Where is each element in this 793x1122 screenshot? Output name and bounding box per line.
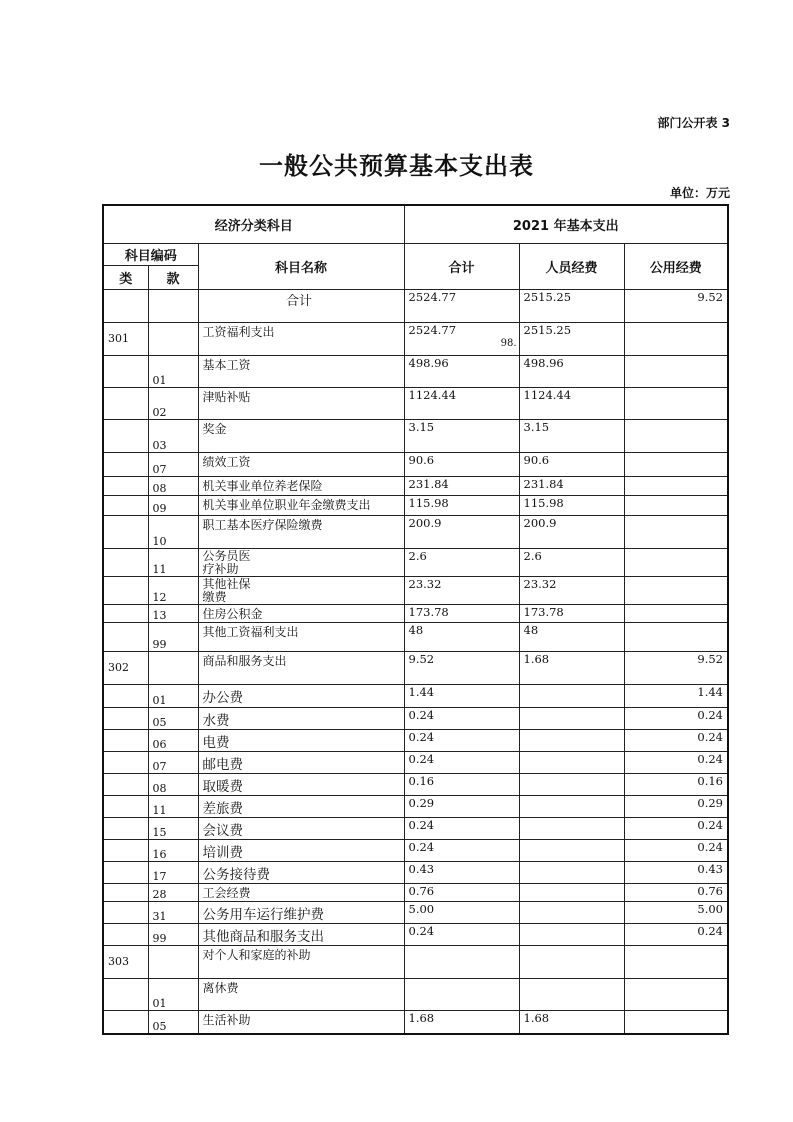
subject-name-cell [198,576,404,604]
class-code-cell [103,707,148,729]
section-code-cell: 03 [148,419,198,452]
personnel-cell: 48 [519,622,624,651]
class-code-cell [103,576,148,604]
table-row [103,289,728,322]
public-cell [624,1010,728,1034]
subject-name-cell: 会议费 [198,817,404,839]
personnel-cell: 231.84 [519,476,624,495]
subject-name-cell: 生活补助 [198,1010,404,1034]
personnel-cell [519,707,624,729]
class-code-cell [103,817,148,839]
subject-name-cell: 办公费 [198,684,404,707]
table-row [103,978,728,1010]
total-cell [404,322,519,355]
class-code-cell [103,476,148,495]
public-cell [624,576,728,604]
section-code-cell: 07 [148,452,198,476]
section-code-cell: 01 [148,355,198,387]
table-row [103,729,728,751]
subject-name-cell: 奖金 [198,419,404,452]
personnel-cell: 1124.44 [519,387,624,419]
budget-table [102,204,729,1035]
public-cell: 0.76 [624,883,728,901]
class-code-cell [103,751,148,773]
personnel-cell: 173.78 [519,604,624,622]
class-code-cell: 303 [103,945,148,978]
total-cell: 115.98 [404,495,519,515]
class-code-cell [103,495,148,515]
total-cell: 1.44 [404,684,519,707]
class-code-cell [103,604,148,622]
class-code-cell [103,729,148,751]
subject-name-cell: 机关事业单位职业年金缴费支出 [198,495,404,515]
table-row [103,883,728,901]
public-cell [624,355,728,387]
class-code-cell [103,289,148,322]
total-cell [404,978,519,1010]
personnel-cell [519,684,624,707]
class-code-cell [103,883,148,901]
table-row [103,773,728,795]
total-cell: 0.24 [404,839,519,861]
total-cell: 231.84 [404,476,519,495]
class-code-cell [103,515,148,548]
personnel-cell [519,751,624,773]
header-public: 公用经费 [624,243,728,289]
section-code-cell: 07 [148,751,198,773]
total-cell: 498.96 [404,355,519,387]
section-code-cell: 16 [148,839,198,861]
class-code-cell [103,419,148,452]
class-code-cell [103,452,148,476]
subject-name-cell: 住房公积金 [198,604,404,622]
personnel-cell [519,817,624,839]
personnel-cell: 115.98 [519,495,624,515]
section-code-cell: 12 [148,576,198,604]
class-code-cell [103,684,148,707]
class-code-cell: 302 [103,651,148,684]
section-code-cell: 05 [148,707,198,729]
table-row [103,419,728,452]
total-cell: 0.16 [404,773,519,795]
total-cell: 1124.44 [404,387,519,419]
public-cell [624,476,728,495]
table-row [103,476,728,495]
public-cell [624,945,728,978]
total-value: 2524.77 [408,322,457,337]
total-cell: 2524.77 [404,289,519,322]
subject-name-cell: 电费 [198,729,404,751]
subject-name-line: 缴费 [202,589,227,604]
subject-name-cell: 公务接待费 [198,861,404,883]
section-code-cell: 99 [148,622,198,651]
subject-name-cell: 工资福利支出 [198,322,404,355]
table-row [103,817,728,839]
total-cell: 90.6 [404,452,519,476]
total-cell: 9.52 [404,651,519,684]
public-cell: 0.24 [624,817,728,839]
public-cell: 0.43 [624,861,728,883]
public-cell: 9.52 [624,289,728,322]
subject-name-cell: 邮电费 [198,751,404,773]
public-cell [624,495,728,515]
header-personnel: 人员经费 [519,243,624,289]
public-cell [624,387,728,419]
subject-name-cell: 合计 [198,289,404,322]
subject-name-cell: 取暖费 [198,773,404,795]
table-row [103,923,728,945]
section-code-cell: 15 [148,817,198,839]
total-cell: 2.6 [404,548,519,576]
total-cell: 0.43 [404,861,519,883]
subject-name-cell: 其他工资福利支出 [198,622,404,651]
table-row [103,548,728,576]
section-code-cell: 01 [148,978,198,1010]
public-cell [624,322,728,355]
total-cell: 48 [404,622,519,651]
class-code-cell [103,622,148,651]
total-cell: 3.15 [404,419,519,452]
personnel-cell [519,945,624,978]
section-code-cell: 13 [148,604,198,622]
subject-name-cell: 培训费 [198,839,404,861]
subject-name-cell: 其他商品和服务支出 [198,923,404,945]
public-cell [624,978,728,1010]
section-code-cell [148,945,198,978]
page-title: 一般公共预算基本支出表 [259,152,534,180]
document-number: 部门公开表 3 [657,116,730,130]
class-code-cell [103,1010,148,1034]
header-class: 类 [103,265,148,289]
subject-name-cell: 绩效工资 [198,452,404,476]
personnel-cell: 90.6 [519,452,624,476]
table-row [103,707,728,729]
subject-name-line: 其他社保 [202,576,251,591]
personnel-cell: 1.68 [519,651,624,684]
total-cell: 0.24 [404,923,519,945]
table-row [103,651,728,684]
personnel-cell [519,839,624,861]
public-cell [624,622,728,651]
section-code-cell: 08 [148,476,198,495]
subject-name-cell [198,548,404,576]
personnel-cell [519,861,624,883]
class-code-cell [103,861,148,883]
section-code-cell: 08 [148,773,198,795]
subject-name-line: 公务员医 [202,548,251,563]
table-row [103,576,728,604]
personnel-cell [519,901,624,923]
table-row [103,452,728,476]
section-code-cell [148,651,198,684]
table-row [103,515,728,548]
table-row [103,322,728,355]
header-subject-name: 科目名称 [198,243,404,289]
total-cell: 0.29 [404,795,519,817]
section-code-cell [148,322,198,355]
personnel-cell [519,883,624,901]
total-cell: 23.32 [404,576,519,604]
class-code-cell [103,773,148,795]
personnel-cell [519,729,624,751]
public-cell [624,419,728,452]
total-cell: 0.24 [404,751,519,773]
header-econ-category: 经济分类科目 [103,205,404,243]
class-code-cell [103,548,148,576]
public-cell: 0.24 [624,707,728,729]
table-row [103,495,728,515]
public-cell [624,548,728,576]
total-note: 98. [500,337,517,349]
public-cell: 5.00 [624,901,728,923]
personnel-cell: 498.96 [519,355,624,387]
public-cell: 0.29 [624,795,728,817]
header-total: 合计 [404,243,519,289]
table-row [103,795,728,817]
total-cell: 0.76 [404,883,519,901]
header-subject-code: 科目编码 [103,243,198,265]
public-cell: 9.52 [624,651,728,684]
section-code-cell: 02 [148,387,198,419]
total-cell: 1.68 [404,1010,519,1034]
subject-name-cell: 离休费 [198,978,404,1010]
class-code-cell [103,901,148,923]
header-year-expense: 2021 年基本支出 [404,205,728,243]
section-code-cell: 10 [148,515,198,548]
personnel-cell: 3.15 [519,419,624,452]
public-cell [624,452,728,476]
subject-name-cell: 公务用车运行维护费 [198,901,404,923]
personnel-cell [519,923,624,945]
personnel-cell [519,795,624,817]
section-code-cell: 99 [148,923,198,945]
subject-name-cell: 工会经费 [198,883,404,901]
subject-name-cell: 差旅费 [198,795,404,817]
table-row [103,945,728,978]
subject-name-cell: 津贴补贴 [198,387,404,419]
section-code-cell: 11 [148,548,198,576]
table-row [103,1010,728,1034]
total-cell: 0.24 [404,817,519,839]
total-cell [404,945,519,978]
class-code-cell [103,795,148,817]
section-code-cell: 01 [148,684,198,707]
table-row [103,684,728,707]
section-code-cell [148,289,198,322]
table-row [103,604,728,622]
personnel-cell: 200.9 [519,515,624,548]
public-cell [624,604,728,622]
subject-name-cell: 职工基本医疗保险缴费 [198,515,404,548]
table-header [103,205,728,289]
subject-name-cell: 机关事业单位养老保险 [198,476,404,495]
public-cell [624,515,728,548]
personnel-cell: 2515.25 [519,322,624,355]
class-code-cell [103,355,148,387]
class-code-cell [103,923,148,945]
public-cell: 0.24 [624,751,728,773]
total-cell: 200.9 [404,515,519,548]
personnel-cell: 2.6 [519,548,624,576]
subject-name-cell: 水费 [198,707,404,729]
table-body [103,289,728,1034]
table-row [103,751,728,773]
subject-name-cell: 对个人和家庭的补助 [198,945,404,978]
table-row [103,839,728,861]
personnel-cell [519,773,624,795]
class-code-cell [103,978,148,1010]
public-cell: 1.44 [624,684,728,707]
section-code-cell: 17 [148,861,198,883]
personnel-cell: 1.68 [519,1010,624,1034]
class-code-cell [103,387,148,419]
total-cell: 173.78 [404,604,519,622]
table-row [103,861,728,883]
section-code-cell: 28 [148,883,198,901]
header-section: 款 [148,265,198,289]
table-row [103,622,728,651]
table-row [103,387,728,419]
class-code-cell [103,839,148,861]
table-row [103,355,728,387]
subject-name-cell: 基本工资 [198,355,404,387]
personnel-cell: 2515.25 [519,289,624,322]
personnel-cell [519,978,624,1010]
section-code-cell: 09 [148,495,198,515]
unit-label: 单位：万元 [669,186,730,200]
total-cell: 5.00 [404,901,519,923]
public-cell: 0.24 [624,839,728,861]
personnel-cell: 23.32 [519,576,624,604]
section-code-cell: 06 [148,729,198,751]
section-code-cell: 05 [148,1010,198,1034]
subject-name-cell: 商品和服务支出 [198,651,404,684]
section-code-cell: 11 [148,795,198,817]
table-row [103,901,728,923]
subject-name-line: 疗补助 [202,561,239,576]
public-cell: 0.16 [624,773,728,795]
total-cell: 0.24 [404,707,519,729]
section-code-cell: 31 [148,901,198,923]
public-cell: 0.24 [624,729,728,751]
total-cell: 0.24 [404,729,519,751]
class-code-cell: 301 [103,322,148,355]
public-cell: 0.24 [624,923,728,945]
